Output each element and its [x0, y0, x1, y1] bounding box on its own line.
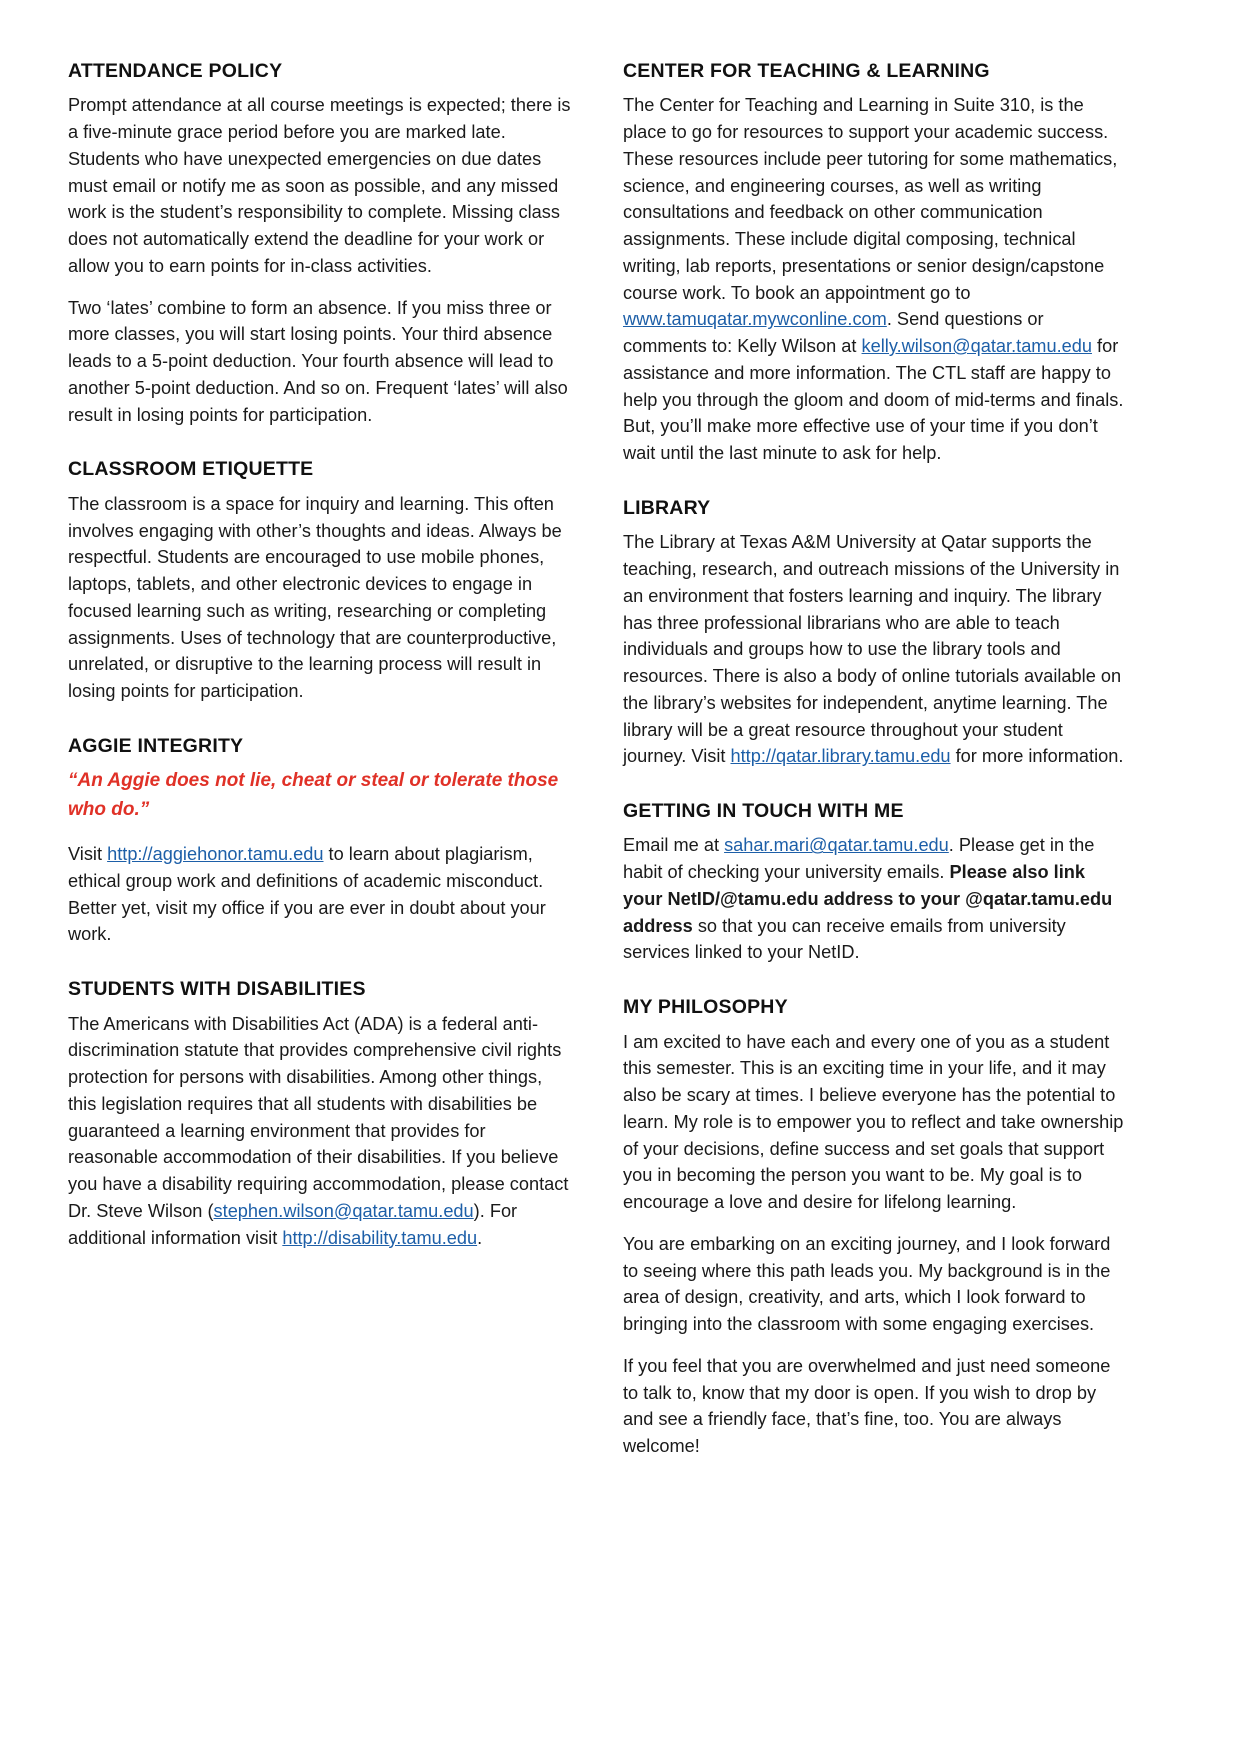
section-attendance-policy	[68, 60, 571, 428]
paragraph: Prompt attendance at all course meetings is expected; there is a five-minute grace period before you are marked late. Students who have unexpected emergencies on due dates must email or notify me as soon as possible, and any missed work is the student’s responsibility to complete. Missing class does not automatically extend the deadline for your work or allow you to earn points for in-class activities.	[68, 95, 571, 276]
paragraph: I am excited to have each and every one of you as a student this semester. This is an exciting time in your life, and it may also be scary at times. I believe everyone has the potential to learn. My role is to empower you to reflect and take ownership of your decisions, define success and set goals that support you in becoming the person you want to be. My goal is to encourage a love and desire for lifelong learning.	[623, 1031, 1124, 1213]
text-fragment: The Library at Texas A&M University at Qatar supports the teaching, research, and outreach missions of the University in an environment that fosters learning and inquiry. The library has three professional librarians who are able to teach individuals and groups how to use the library tools and resources. There is also a body of online tutorials available on the library’s websites for independent, anytime learning. The library will be a great resource throughout your student journey. Visit	[623, 532, 1122, 767]
text-fragment: . Please get in the habit of checking your university emails.	[623, 835, 1095, 883]
section-classroom-etiquette	[68, 458, 571, 704]
section-heading: GETTING IN TOUCH WITH ME	[623, 800, 904, 823]
section-center-for-teaching-and-learning	[623, 60, 1126, 467]
paragraph	[68, 1011, 571, 1252]
disability-tamu-link[interactable]: http://disability.tamu.edu	[282, 1227, 478, 1248]
text-fragment: Email me at	[623, 835, 725, 856]
paragraph	[623, 529, 1126, 770]
section-library	[623, 497, 1126, 770]
mywconline-link[interactable]: www.tamuqatar.mywconline.com	[623, 309, 887, 330]
text-fragment: ). For additional information visit	[68, 1200, 518, 1248]
text-fragment: The Americans with Disabilities Act (ADA) is a federal anti-discrimination statute that provides comprehensive civil rights protection for persons with disabilities. Among other things, this legislation requires that all students with disabilities be guaranteed a learning environment that provides for reasonable accommodation of their disabilities. If you believe you have a disability requiring accommodation, please contact Dr. Steve Wilson (	[68, 1013, 569, 1221]
kelly-wilson-email-link[interactable]: kelly.wilson@qatar.tamu.edu	[861, 336, 1092, 357]
section-heading: CENTER FOR TEACHING & LEARNING	[623, 60, 990, 82]
section-heading: LIBRARY	[623, 496, 711, 519]
section-heading: ATTENDANCE POLICY	[68, 60, 283, 82]
section-my-philosophy	[623, 996, 1126, 1460]
honor-code-quote: “An Aggie does not lie, cheat or steal or tolerate those who do.”	[68, 770, 559, 820]
text-fragment: to learn about plagiarism, ethical group work and definitions of academic misconduct. Better yet, visit my office if you are ever in doubt about your work.	[68, 844, 546, 945]
aggiehonor-link[interactable]: http://aggiehonor.tamu.edu	[107, 844, 324, 865]
section-heading: CLASSROOM ETIQUETTE	[68, 458, 314, 481]
paragraph: Two ‘lates’ combine to form an absence. If you miss three or more classes, you will start losing points. Your third absence leads to a 5-point deduction. Your fourth absence will lead to another 5-point deduction. And so on. Frequent ‘lates’ will also result in losing points for participation.	[68, 297, 568, 425]
paragraph	[623, 92, 1126, 467]
text-fragment: so that you can receive emails from university services linked to your NetID.	[623, 915, 1066, 963]
text-fragment: The Center for Teaching and Learning in Suite 310, is the place to go for resources to support your academic success. These resources include peer tutoring for some mathematics, science, and engineering courses, as well as writing consultations and feedback on other communication assignments. These include digital composing, technical writing, lab reports, presentations or senior design/capstone course work. To book an appointment go to	[623, 95, 1118, 303]
paragraph	[68, 841, 571, 948]
text-fragment: for more information.	[950, 746, 1124, 767]
two-column-layout	[68, 60, 1172, 1460]
section-aggie-integrity	[68, 735, 571, 948]
library-link[interactable]: http://qatar.library.tamu.edu	[730, 746, 951, 767]
section-heading: MY PHILOSOPHY	[623, 996, 788, 1019]
emphasis-text: Please also link your NetID/@tamu.edu address to your @qatar.tamu.edu address	[623, 862, 1113, 936]
paragraph: If you feel that you are overwhelmed and just need someone to talk to, know that my door is open. If you wish to drop by and see a friendly face, that’s fine, too. You are always welcome!	[623, 1355, 1111, 1457]
text-fragment: Visit	[68, 844, 108, 865]
text-fragment: for assistance and more information. The CTL staff are happy to help you through the gloom and doom of mid-terms and finals. But, you’ll make more effective use of your time if you don’t wait until the last minute to ask for help.	[623, 336, 1124, 464]
section-getting-in-touch-with-me	[623, 800, 1126, 966]
right-column	[623, 60, 1126, 1460]
instructor-email-link[interactable]: sahar.mari@qatar.tamu.edu	[724, 835, 949, 856]
paragraph: The classroom is a space for inquiry and learning. This often involves engaging with other’s thoughts and ideas. Always be respectful. Students are encouraged to use mobile phones, laptops, tablets, and other electronic devices to engage in focused learning such as writing, researching or completing assignments. Uses of technology that are counterproductive, unrelated, or disruptive to the learning process will result in losing points for participation.	[68, 493, 562, 702]
text-fragment: .	[477, 1227, 483, 1248]
paragraph	[623, 832, 1126, 966]
section-heading: STUDENTS WITH DISABILITIES	[68, 978, 366, 1001]
section-heading: AGGIE INTEGRITY	[68, 734, 244, 757]
left-column	[68, 60, 571, 1251]
paragraph: You are embarking on an exciting journey, and I look forward to seeing where this path leads you. My background is in the area of design, creativity, and arts, which I look forward to bringing into the classroom with some engaging exercises.	[623, 1233, 1111, 1335]
section-students-with-disabilities	[68, 978, 571, 1251]
text-fragment: . Send questions or comments to: Kelly Wilson at	[623, 309, 1044, 357]
stephen-wilson-email-link[interactable]: stephen.wilson@qatar.tamu.edu	[213, 1200, 474, 1221]
